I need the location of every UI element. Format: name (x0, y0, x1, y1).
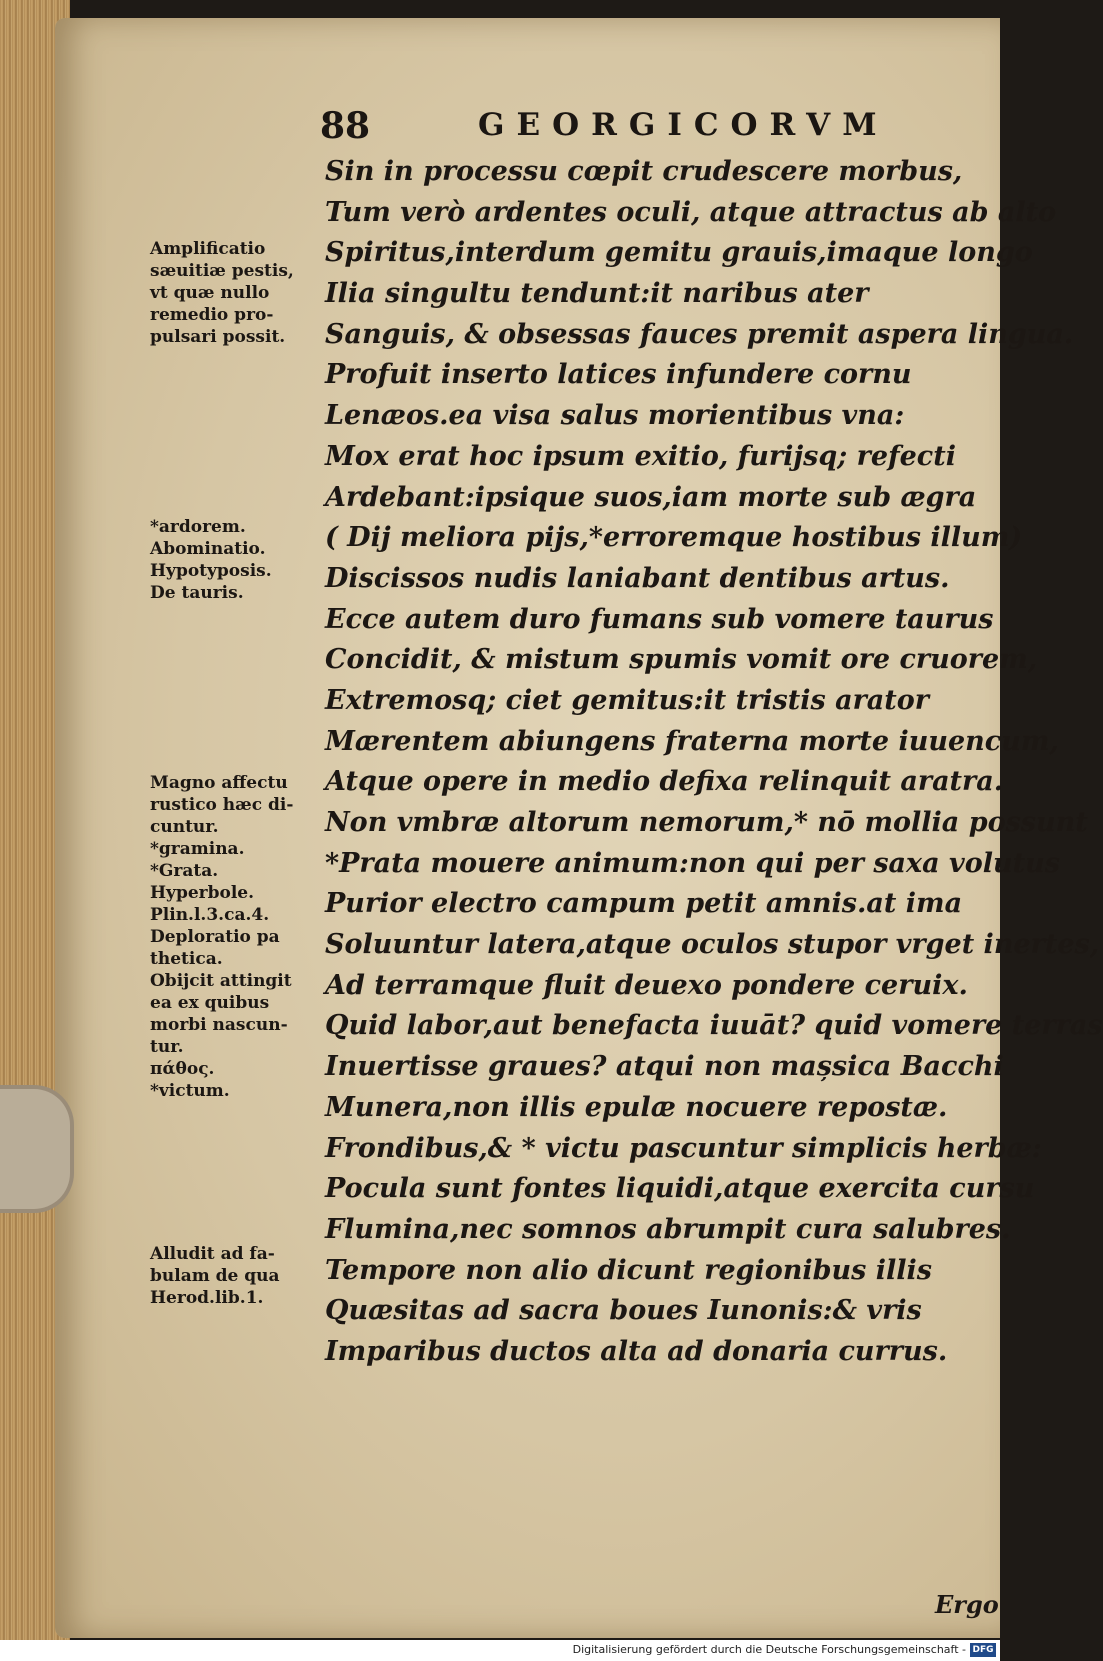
verse-line: Lenæos.ea visa salus morientibus vna: (325, 400, 905, 432)
marginal-note-3 (150, 772, 320, 1102)
note-line: morbi nascun- (150, 1015, 288, 1035)
footer-bar (0, 1640, 1000, 1661)
dfg-logo-icon: DFG (970, 1643, 996, 1657)
verse-line: Tum verò ardentes oculi, atque attractus ab alto (325, 196, 1057, 228)
verse-line: Non vmbræ altorum nemorum,* nō mollia possunt (325, 807, 1088, 838)
note-line: Deploratio pa (150, 927, 280, 947)
note-line: Hypotyposis. (150, 561, 272, 581)
note-line: vt quæ nullo (150, 283, 270, 303)
verse-line: Flumina,nec somnos abrumpit cura salubres. (325, 1213, 1011, 1245)
verse-line: Quid labor,aut benefacta iuuāt? quid vomere terras (325, 1010, 1103, 1042)
note-line: sæuitiæ pestis, (150, 261, 294, 281)
note-line: thetica. (150, 949, 223, 969)
note-line: Obijcit attingit (150, 971, 292, 991)
verse-line: Spiritus,interdum gemitu grauis,imaque longo (325, 237, 1033, 269)
verse-line: Concidit, & mistum spumis vomit ore cruorem, (325, 644, 1038, 676)
page-header (320, 105, 889, 150)
verse-line: Sin in processu cœpit crudescere morbus, (325, 156, 963, 187)
note-line: Abominatio. (150, 539, 266, 559)
note-line: Herod.lib.1. (150, 1288, 264, 1308)
running-title: GEORGICORVM (478, 107, 889, 143)
note-line: rustico hæc di- (150, 795, 294, 815)
marginal-note-2 (150, 516, 320, 604)
verse-line: Soluuntur latera,atque oculos stupor vrget inertes, (325, 929, 1100, 961)
note-line: πάθος. (150, 1059, 215, 1079)
verse-line: ( Dij meliora pijs,*erroremque hostibus illum) (325, 522, 1023, 554)
catchword: Ergo (935, 1590, 999, 1619)
book-clasp (0, 1085, 74, 1213)
page-number: 88 (320, 105, 371, 147)
verse-line: Tempore non alio dicunt regionibus illis (325, 1254, 932, 1286)
verse-line: Atque opere in medio defixa relinquit aratra. (325, 766, 1004, 798)
verse-line: Quæsitas ad sacra boues Iunonis:& vris (325, 1295, 922, 1327)
note-line: Amplificatio (150, 239, 266, 259)
note-line: Plin.l.3.ca.4. (150, 905, 270, 925)
verse-text (325, 152, 1103, 1373)
note-line: Magno affectu (150, 773, 288, 793)
note-line: remedio pro- (150, 305, 274, 325)
note-line: cuntur. (150, 817, 219, 837)
verse-line: Ad terramque fluit deuexo pondere ceruix. (325, 969, 968, 1001)
verse-line: Ardebant:ipsique suos,iam morte sub ægra (325, 481, 977, 513)
note-line: bulam de qua (150, 1266, 280, 1286)
verse-line: Extremosq; ciet gemitus:it tristis arator (325, 684, 930, 716)
note-line: tur. (150, 1037, 184, 1057)
note-line: *Grata. (150, 861, 219, 881)
note-line: ea ex quibus (150, 993, 270, 1013)
verse-line: Inuertisse graues? atqui non mașsica Bacchi (325, 1051, 1004, 1083)
verse-line: Purior electro campum petit amnis.at ima (325, 888, 963, 920)
verse-line: Mox erat hoc ipsum exitio, furijsq; refecti (325, 440, 956, 472)
verse-line: Profuit inserto latices infundere cornu (325, 359, 912, 391)
footer-credit: Digitalisierung gefördert durch die Deutsche Forschungsgemeinschaft - (572, 1643, 966, 1656)
note-line: Alludit ad fa- (150, 1244, 275, 1264)
verse-line: Pocula sunt fontes liquidi,atque exercita cursu (325, 1173, 1035, 1205)
note-line: De tauris. (150, 583, 244, 603)
verse-line: Discissos nudis laniabant dentibus artus. (325, 562, 950, 594)
verse-line: Ilia singultu tendunt:it naribus ater (325, 278, 869, 310)
note-line: *gramina. (150, 839, 245, 859)
verse-line: *Prata mouere animum:non qui per saxa volutus (325, 847, 1060, 879)
note-line: *ardorem. (150, 517, 246, 537)
verse-line: Frondibus,& * victu pascuntur simplicis herbæ: (325, 1132, 1042, 1164)
marginal-note-1 (150, 238, 320, 348)
verse-line: Imparibus ductos alta ad donaria currus. (325, 1335, 948, 1367)
note-line: Hyperbole. (150, 883, 255, 903)
verse-line: Sanguis, & obsessas fauces premit aspera lingua. (325, 318, 1074, 350)
verse-line: Mærentem abiungens fraterna morte iuuencum, (325, 725, 1059, 757)
note-line: pulsari possit. (150, 327, 286, 347)
verse-line: Munera,non illis epulæ nocuere repostæ. (325, 1091, 948, 1123)
marginal-note-4 (150, 1243, 320, 1309)
verse-line: Ecce autem duro fumans sub vomere taurus (325, 603, 994, 635)
note-line: *victum. (150, 1081, 230, 1101)
